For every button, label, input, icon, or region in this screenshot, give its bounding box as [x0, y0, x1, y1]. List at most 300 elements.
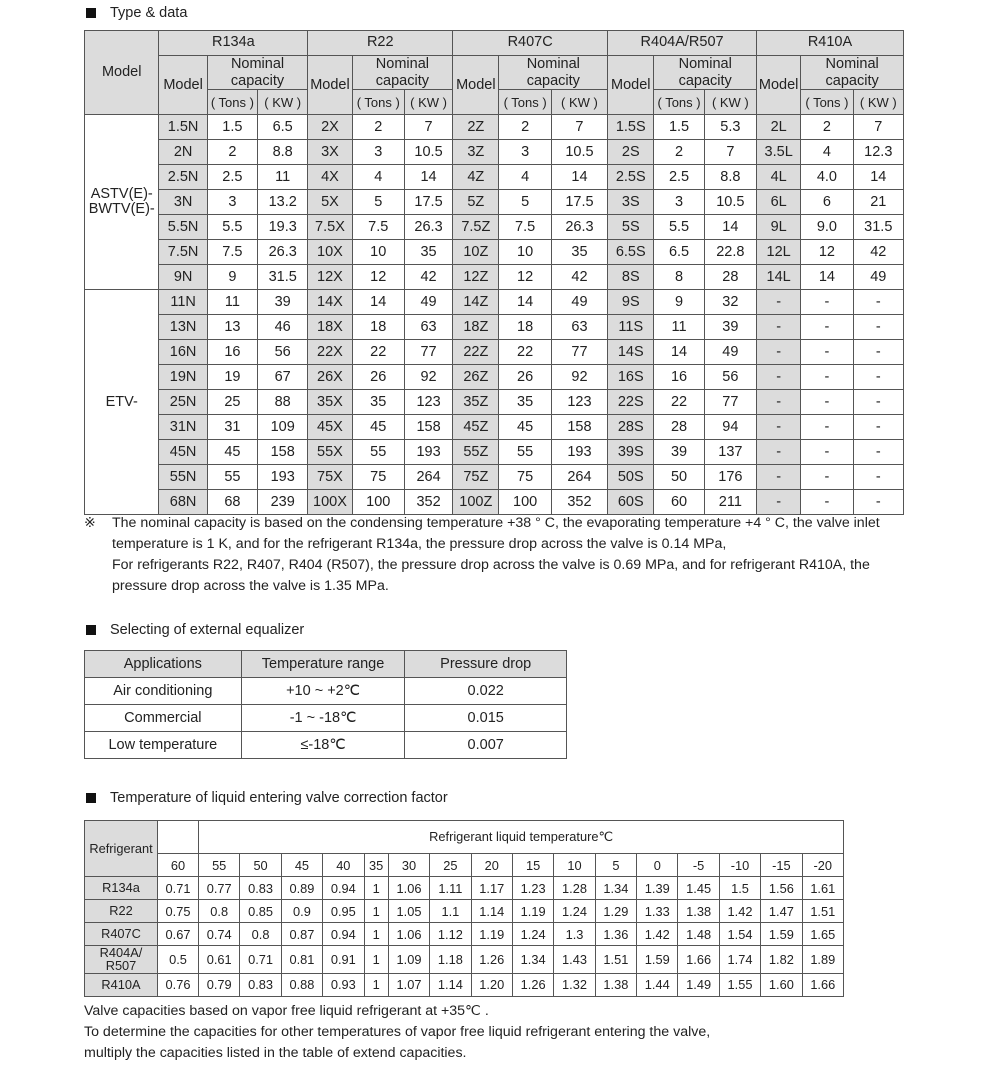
sub-model-header: Model: [308, 56, 352, 115]
table-cell: -: [757, 390, 801, 415]
table-cell: 4: [499, 165, 551, 190]
note-text: temperature is 1 K, and for the refrigerant R134a, the pressure drop across the valve is 0.14 MPa,: [112, 536, 727, 552]
factor-value: 1.74: [719, 946, 760, 974]
table-cell: 2L: [757, 115, 801, 140]
refrigerant-name: R404A/ R507: [85, 946, 158, 974]
table-cell: 2.5: [207, 165, 257, 190]
factor-value: 0.74: [199, 923, 240, 946]
table-cell: 7: [853, 115, 903, 140]
blank-header-cell: [158, 821, 199, 854]
table-cell: 264: [551, 465, 607, 490]
table-cell: -: [757, 315, 801, 340]
square-bullet-icon: [86, 625, 96, 635]
factor-value: 1.60: [761, 973, 802, 996]
table-cell: -: [757, 365, 801, 390]
table-cell: 2: [801, 115, 853, 140]
table-cell: 4.0: [801, 165, 853, 190]
table-cell: 239: [258, 490, 308, 515]
table-row: [85, 946, 844, 974]
header-row-refrigerants: [85, 31, 904, 56]
note-text: For refrigerants R22, R407, R404 (R507), the pressure drop across the valve is 0.69 MPa, and for refrigerant R410A, the: [112, 557, 870, 573]
factor-value: 1.54: [719, 923, 760, 946]
table-cell: 18: [352, 315, 404, 340]
sub-model-header: Model: [453, 56, 499, 115]
table-cell: 3N: [159, 190, 207, 215]
table-cell: 31N: [159, 415, 207, 440]
table-cell: 100: [499, 490, 551, 515]
table-cell: 9: [207, 265, 257, 290]
table-row: [85, 115, 904, 140]
table-cell: 88: [258, 390, 308, 415]
table-cell: 35: [352, 390, 404, 415]
table-cell: -: [853, 490, 903, 515]
unit-kw: ( KW ): [404, 90, 452, 115]
factor-value: 1.44: [637, 973, 678, 996]
correction-header-row: [85, 821, 844, 854]
table-cell: 60S: [608, 490, 654, 515]
section-title: Selecting of external equalizer: [110, 622, 305, 638]
table-cell: 2: [207, 140, 257, 165]
factor-value: 0.83: [240, 973, 281, 996]
factor-value: 1: [364, 923, 388, 946]
table-cell: 55Z: [453, 440, 499, 465]
table-cell: -: [801, 290, 853, 315]
table-cell: 7: [704, 140, 756, 165]
factor-value: 1.32: [554, 973, 595, 996]
table-row: [85, 440, 904, 465]
model-series-label: ASTV(E)- BWTV(E)-: [85, 115, 159, 290]
refrigerant-header: R22: [308, 31, 453, 56]
table-cell: 100X: [308, 490, 352, 515]
table-cell: 3: [352, 140, 404, 165]
table-cell: -: [853, 415, 903, 440]
table-cell: 45X: [308, 415, 352, 440]
table-cell: 16N: [159, 340, 207, 365]
table-cell: 31.5: [258, 265, 308, 290]
temperature-value: 15: [512, 854, 553, 877]
table-cell: 2S: [608, 140, 654, 165]
factor-value: 0.89: [281, 877, 322, 900]
factor-value: 0.91: [323, 946, 364, 974]
table-cell: 75: [352, 465, 404, 490]
table-cell: 7.5Z: [453, 215, 499, 240]
table-cell: 12.3: [853, 140, 903, 165]
unit-tons: ( Tons ): [654, 90, 704, 115]
table-cell: -: [853, 440, 903, 465]
section-title: Type & data: [110, 5, 188, 21]
table-cell: 264: [404, 465, 452, 490]
refrigerant-name: R407C: [85, 923, 158, 946]
table-cell: 352: [551, 490, 607, 515]
table-row: [85, 165, 904, 190]
table-cell: 7.5: [499, 215, 551, 240]
table-row: [85, 215, 904, 240]
factor-value: 1.36: [595, 923, 636, 946]
table-cell: 7.5: [207, 240, 257, 265]
table-cell: -: [757, 415, 801, 440]
table-cell: 137: [704, 440, 756, 465]
table-cell: 50: [654, 465, 704, 490]
table-cell: 193: [404, 440, 452, 465]
table-cell: 5.5: [654, 215, 704, 240]
table-cell: -: [853, 365, 903, 390]
table-cell: 6.5S: [608, 240, 654, 265]
table-cell: 75X: [308, 465, 352, 490]
correction-factor-table: [84, 820, 844, 997]
table-cell: 77: [404, 340, 452, 365]
factor-value: 0.85: [240, 900, 281, 923]
table-row: [85, 877, 844, 900]
table-cell: 25: [207, 390, 257, 415]
table-cell: 22: [654, 390, 704, 415]
table-cell: 28S: [608, 415, 654, 440]
table-cell: 5: [352, 190, 404, 215]
table-cell: 3.5L: [757, 140, 801, 165]
table-cell: 26: [352, 365, 404, 390]
table-cell: 35: [404, 240, 452, 265]
table-cell: 12: [801, 240, 853, 265]
factor-value: 1.24: [554, 900, 595, 923]
table-cell: 19N: [159, 365, 207, 390]
factor-value: 1.51: [595, 946, 636, 974]
table-cell: 14Z: [453, 290, 499, 315]
table-row: [85, 678, 567, 705]
correction-footnotes: [84, 1001, 710, 1064]
factor-value: 1.06: [388, 877, 429, 900]
factor-value: 1.29: [595, 900, 636, 923]
sub-model-header: Model: [608, 56, 654, 115]
factor-value: 0.5: [158, 946, 199, 974]
temperature-value: -10: [719, 854, 760, 877]
table-cell: 26: [499, 365, 551, 390]
table-cell: 3: [207, 190, 257, 215]
table-cell: 16: [207, 340, 257, 365]
table-cell: 11: [258, 165, 308, 190]
table-cell: 39: [654, 440, 704, 465]
table-cell: 94: [704, 415, 756, 440]
table-cell: 4: [352, 165, 404, 190]
table-cell: 75Z: [453, 465, 499, 490]
temperature-value: -20: [802, 854, 843, 877]
table-row: [85, 490, 904, 515]
footnote-line: Valve capacities based on vapor free liquid refrigerant at +35℃ .: [84, 1003, 489, 1019]
table-cell: 14: [551, 165, 607, 190]
table-cell: 9N: [159, 265, 207, 290]
table-cell: 176: [704, 465, 756, 490]
factor-value: 0.93: [323, 973, 364, 996]
table-cell: Air conditioning: [85, 678, 242, 705]
table-cell: 45: [499, 415, 551, 440]
factor-value: 1.14: [471, 900, 512, 923]
factor-value: 1.59: [637, 946, 678, 974]
table-row: [85, 340, 904, 365]
table-row: [85, 365, 904, 390]
factor-value: 1.49: [678, 973, 719, 996]
table-cell: 14: [352, 290, 404, 315]
temperature-value: 45: [281, 854, 322, 877]
table-cell: 11: [207, 290, 257, 315]
table-cell: 8.8: [258, 140, 308, 165]
table-cell: 7: [551, 115, 607, 140]
table-cell: -1 ~ -18℃: [241, 705, 405, 732]
refrigerant-header: R404A/R507: [608, 31, 757, 56]
table-cell: 10.5: [404, 140, 452, 165]
nominal-capacity-header: Nominal capacity: [654, 56, 757, 90]
table-cell: 49: [853, 265, 903, 290]
equalizer-header: Pressure drop: [405, 651, 567, 678]
table-cell: 3S: [608, 190, 654, 215]
factor-value: 1.05: [388, 900, 429, 923]
factor-value: 1.23: [512, 877, 553, 900]
table-cell: 60: [654, 490, 704, 515]
table-cell: 68N: [159, 490, 207, 515]
factor-value: 0.88: [281, 973, 322, 996]
temperature-value: 55: [199, 854, 240, 877]
table-cell: 49: [404, 290, 452, 315]
factor-value: 1.38: [678, 900, 719, 923]
model-header: Model: [85, 31, 159, 115]
table-cell: -: [801, 340, 853, 365]
factor-value: 1: [364, 900, 388, 923]
table-cell: 22Z: [453, 340, 499, 365]
table-cell: 55: [499, 440, 551, 465]
unit-tons: ( Tons ): [801, 90, 853, 115]
table-cell: 63: [551, 315, 607, 340]
factor-value: 1: [364, 946, 388, 974]
table-row: [85, 705, 567, 732]
table-cell: 55: [352, 440, 404, 465]
table-cell: 14: [801, 265, 853, 290]
factor-value: 1.11: [430, 877, 471, 900]
table-cell: 42: [404, 265, 452, 290]
table-cell: 10X: [308, 240, 352, 265]
unit-kw: ( KW ): [258, 90, 308, 115]
section-heading-type-data: [86, 5, 187, 21]
table-cell: 56: [258, 340, 308, 365]
sub-model-header: Model: [757, 56, 801, 115]
factor-value: 1.33: [637, 900, 678, 923]
factor-value: 1.34: [512, 946, 553, 974]
factor-value: 0.79: [199, 973, 240, 996]
table-row: [85, 732, 567, 759]
table-cell: -: [757, 465, 801, 490]
factor-value: 1.38: [595, 973, 636, 996]
table-cell: 77: [704, 390, 756, 415]
factor-value: 1.28: [554, 877, 595, 900]
table-cell: 14: [853, 165, 903, 190]
table-cell: 11: [654, 315, 704, 340]
table-cell: 28: [704, 265, 756, 290]
factor-value: 0.87: [281, 923, 322, 946]
table-cell: 26.3: [258, 240, 308, 265]
factor-value: 0.94: [323, 877, 364, 900]
table-cell: 45Z: [453, 415, 499, 440]
table-cell: 22.8: [704, 240, 756, 265]
table-cell: 1.5S: [608, 115, 654, 140]
table-row: [85, 923, 844, 946]
table-cell: 19: [207, 365, 257, 390]
factor-value: 1.09: [388, 946, 429, 974]
equalizer-header: Applications: [85, 651, 242, 678]
table-cell: 2N: [159, 140, 207, 165]
table-row: [85, 315, 904, 340]
table-cell: 14S: [608, 340, 654, 365]
factor-value: 1.18: [430, 946, 471, 974]
factor-value: 1.20: [471, 973, 512, 996]
factor-value: 1: [364, 877, 388, 900]
table-cell: 45: [207, 440, 257, 465]
table-cell: 10: [499, 240, 551, 265]
table-cell: 92: [551, 365, 607, 390]
table-row: [85, 290, 904, 315]
table-cell: 8S: [608, 265, 654, 290]
factor-value: 1.45: [678, 877, 719, 900]
table-cell: 100: [352, 490, 404, 515]
factor-value: 0.95: [323, 900, 364, 923]
table-row: [85, 390, 904, 415]
table-cell: 14L: [757, 265, 801, 290]
equalizer-header-row: [85, 651, 567, 678]
table-cell: 9: [654, 290, 704, 315]
square-bullet-icon: [86, 8, 96, 18]
nominal-capacity-header: Nominal capacity: [801, 56, 904, 90]
table-cell: 9.0: [801, 215, 853, 240]
table-cell: 3: [499, 140, 551, 165]
table-cell: 12: [352, 265, 404, 290]
table-cell: Low temperature: [85, 732, 242, 759]
table-cell: ≤-18℃: [241, 732, 405, 759]
factor-value: 1.07: [388, 973, 429, 996]
table-cell: 2Z: [453, 115, 499, 140]
table-cell: 2.5N: [159, 165, 207, 190]
table-cell: 158: [404, 415, 452, 440]
factor-value: 1.19: [512, 900, 553, 923]
factor-value: 1.3: [554, 923, 595, 946]
unit-kw: ( KW ): [551, 90, 607, 115]
type-data-table: [84, 30, 904, 515]
refrigerant-name: R22: [85, 900, 158, 923]
table-cell: 109: [258, 415, 308, 440]
table-cell: 22: [352, 340, 404, 365]
factor-value: 1.34: [595, 877, 636, 900]
table-cell: 2.5: [654, 165, 704, 190]
factor-value: 1.43: [554, 946, 595, 974]
table-cell: 14: [704, 215, 756, 240]
table-cell: 11N: [159, 290, 207, 315]
table-cell: 0.015: [405, 705, 567, 732]
equalizer-header: Temperature range: [241, 651, 405, 678]
table-row: [85, 900, 844, 923]
table-row: [85, 265, 904, 290]
table-cell: 45: [352, 415, 404, 440]
factor-value: 1.17: [471, 877, 512, 900]
temperature-value: 5: [595, 854, 636, 877]
table-cell: 26.3: [551, 215, 607, 240]
temperature-value: 35: [364, 854, 388, 877]
factor-value: 1.47: [761, 900, 802, 923]
factor-value: 0.71: [240, 946, 281, 974]
temperature-value: -5: [678, 854, 719, 877]
table-cell: 3: [654, 190, 704, 215]
factor-value: 1.1: [430, 900, 471, 923]
table-cell: 8: [654, 265, 704, 290]
table-cell: 35: [551, 240, 607, 265]
model-series-label: ETV-: [85, 290, 159, 515]
table-cell: -: [801, 365, 853, 390]
factor-value: 0.67: [158, 923, 199, 946]
table-cell: 2.5S: [608, 165, 654, 190]
factor-value: 1.26: [512, 973, 553, 996]
factor-value: 1.26: [471, 946, 512, 974]
table-cell: 75: [499, 465, 551, 490]
temperature-value: 40: [323, 854, 364, 877]
table-cell: 2: [654, 140, 704, 165]
table-cell: 55X: [308, 440, 352, 465]
table-cell: 12Z: [453, 265, 499, 290]
table-cell: 6.5: [258, 115, 308, 140]
table-cell: 5S: [608, 215, 654, 240]
table-cell: 211: [704, 490, 756, 515]
note-line: [84, 555, 880, 576]
table-cell: 123: [404, 390, 452, 415]
table-cell: 32: [704, 290, 756, 315]
table-cell: 22S: [608, 390, 654, 415]
temperature-header: Refrigerant liquid temperature℃: [199, 821, 844, 854]
table-cell: -: [801, 315, 853, 340]
factor-value: 0.8: [240, 923, 281, 946]
footnote-line: multiply the capacities listed in the table of extend capacities.: [84, 1045, 467, 1061]
factor-value: 0.76: [158, 973, 199, 996]
table-cell: 13: [207, 315, 257, 340]
factor-value: 1.56: [761, 877, 802, 900]
table-cell: 10: [352, 240, 404, 265]
factor-value: 1.51: [802, 900, 843, 923]
table-cell: 13.2: [258, 190, 308, 215]
table-cell: 21: [853, 190, 903, 215]
table-cell: 67: [258, 365, 308, 390]
temperature-row: [85, 854, 844, 877]
table-cell: 31.5: [853, 215, 903, 240]
table-cell: 26Z: [453, 365, 499, 390]
table-cell: 46: [258, 315, 308, 340]
temperature-value: 10: [554, 854, 595, 877]
table-cell: 39: [258, 290, 308, 315]
refrigerant-header: R407C: [453, 31, 608, 56]
table-cell: Commercial: [85, 705, 242, 732]
temperature-value: 60: [158, 854, 199, 877]
table-cell: 12: [499, 265, 551, 290]
table-cell: 10Z: [453, 240, 499, 265]
table-cell: 4X: [308, 165, 352, 190]
table-cell: 17.5: [551, 190, 607, 215]
note-line: [84, 576, 880, 597]
factor-value: 1.82: [761, 946, 802, 974]
nominal-capacity-header: Nominal capacity: [352, 56, 453, 90]
table-cell: -: [853, 390, 903, 415]
table-cell: -: [801, 490, 853, 515]
factor-value: 0.75: [158, 900, 199, 923]
table-cell: 6: [801, 190, 853, 215]
table-cell: 39: [704, 315, 756, 340]
temperature-value: 50: [240, 854, 281, 877]
unit-tons: ( Tons ): [499, 90, 551, 115]
nominal-capacity-header: Nominal capacity: [207, 56, 308, 90]
temperature-value: -15: [761, 854, 802, 877]
factor-value: 0.77: [199, 877, 240, 900]
factor-value: 1.06: [388, 923, 429, 946]
table-cell: 193: [258, 465, 308, 490]
refrigerant-header: R134a: [159, 31, 308, 56]
